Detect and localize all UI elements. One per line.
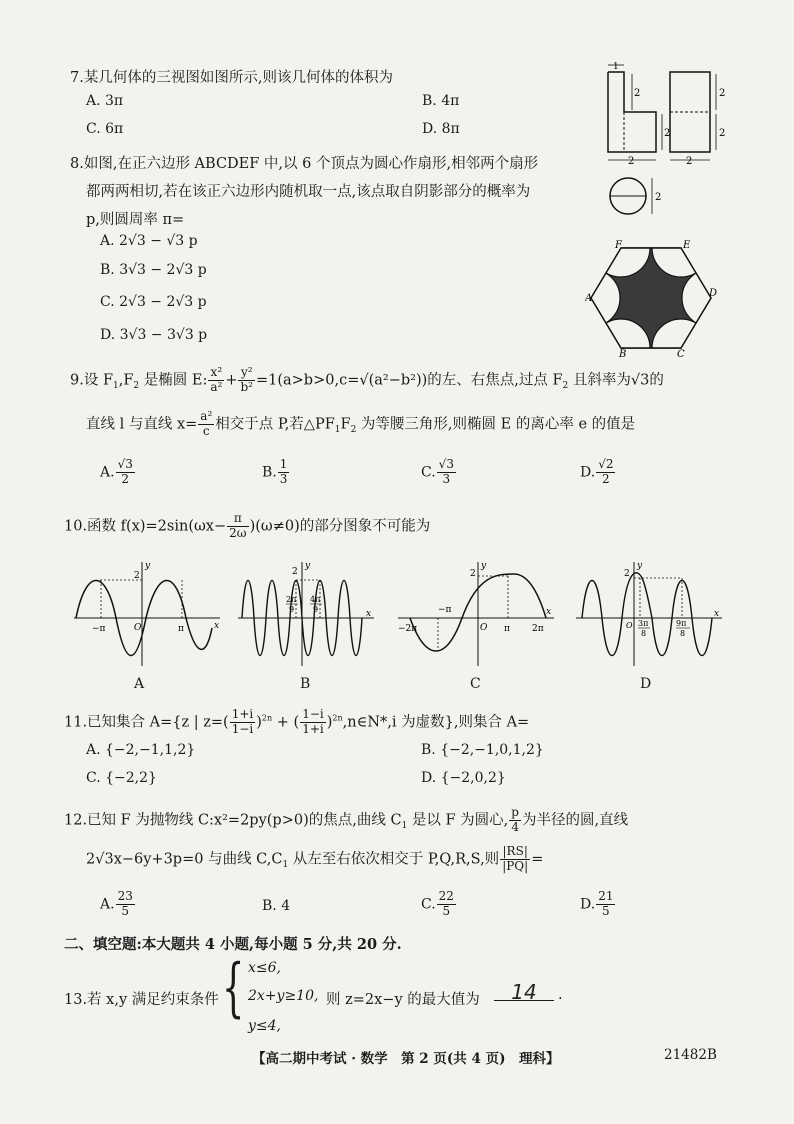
svg-text:8: 8 [680,629,686,638]
q13-prefix: 13.若 x,y 满足约束条件 [64,992,219,1008]
footer-code: 21482B [664,1047,717,1063]
q13-constraint-3: y≤4, [248,1018,281,1034]
q13-constraint-2: 2x+y≥10, [248,988,319,1004]
svg-text:O: O [480,623,488,633]
q8-label-c: C [677,349,685,358]
q13-constraint-1: x≤6, [248,960,281,976]
svg-text:O: O [134,623,142,633]
svg-text:−π: −π [438,605,452,615]
q7-option-c: C. 6π [86,121,124,137]
q9-option-b: B. $\frac{1}{3}$ [262,457,288,486]
svg-text:2: 2 [628,156,635,167]
q8-stem-line2: 都两两相切,若在该正六边形内随机取一点,该点取自阴影部分的概率为 [86,184,531,200]
svg-text:2: 2 [634,88,641,99]
svg-text:2π: 2π [286,595,297,604]
q11-option-d: D. {−2,0,2} [421,770,506,786]
q8-option-b: B. 3√3 − 2√3 p [100,262,207,278]
q8-label-b: B [619,349,627,358]
q7-dim-one: 1 [613,62,619,72]
q7-option-b: B. 4π [422,93,460,109]
svg-text:x: x [714,609,720,619]
svg-text:π: π [178,624,184,634]
q8-label-a: A [585,293,593,304]
q10-caption-b: B [300,676,311,692]
q8-stem-line3: p,则圆周率 π= [86,212,185,228]
svg-text:−π: −π [92,624,106,634]
footer-page-info: 【高二期中考试 · 数学 第 2 页(共 4 页) 理科】 [252,1051,560,1067]
svg-text:9: 9 [313,605,319,614]
svg-text:y: y [637,561,643,571]
q13-brace: { [222,951,245,1025]
section2-title: 二、填空题:本大题共 4 小题,每小题 5 分,共 20 分. [64,936,402,953]
svg-text:y: y [145,561,151,571]
q9-line2: 直线 l 与直线 x= $\frac{\text{a²}}{c}$ 相交于点 P,若$\triangle PF_1F_2$ 为等腰三角形,则椭圆 E 的离心率 e 的值是 [86,409,636,438]
svg-text:2: 2 [686,156,693,167]
svg-text:π: π [504,624,510,634]
q8-hexagon-figure [585,240,720,358]
q9-line1: 9.设 $F_1,F_2$ 是椭圆 E: $\frac{\text{x²}}{\text{a²}}$ + $\frac{\text{y²}}{\text{b²}}$ =1(a>b>0,c=√(a²−b²))的左、右焦点,过点 $F_2$ 且斜率为√3的 [70,365,664,394]
svg-text:4π: 4π [310,595,321,604]
svg-text:2: 2 [719,88,726,99]
svg-text:2: 2 [655,192,662,203]
q13-suffix: 则 z=2x−y 的最大值为 [326,992,480,1008]
q10-graph-d [574,558,724,668]
q11-option-a: A. {−2,−1,1,2} [86,742,196,758]
q7-three-view-figure [598,60,738,220]
q8-option-d: D. 3√3 − 3√3 p [100,327,208,343]
q10-caption-d: D [640,676,652,692]
svg-text:y: y [305,561,311,571]
svg-text:2: 2 [292,567,298,577]
q8-label-e: E [683,240,691,251]
svg-text:x: x [214,621,220,631]
svg-text:x: x [366,609,372,619]
q10-graph-c [396,558,556,668]
q10-stem: 10.函数 f(x)=2sin(ωx− $\frac{\pi}{2\omega}$ )(ω≠0)的部分图象不可能为 [64,511,431,540]
q13-answer-blank[interactable]: 14 . [494,980,563,1003]
q8-stem-line1: 8.如图,在正六边形 ABCDEF 中,以 6 个顶点为圆心作扇形,相邻两个扇形 [70,156,539,172]
svg-text:2: 2 [719,128,726,139]
q12-line1: 12.已知 F 为抛物线 C:x²=2py(p>0)的焦点,曲线 $C_1$ 是以 F 为圆心, $\frac{p}{4}$ 为半径的圆,直线 [64,805,629,834]
q12-line2: 2√3x−6y+3p=0 与曲线 $C,C_1$ 从左至右依次相交于 P,Q,R,S,则 $\frac{|RS|}{|PQ|}$ = [86,844,544,873]
q12-option-b: B. 4 [262,898,291,914]
q10-graph-b [236,558,376,668]
q8-label-f: F [615,240,622,251]
q9-option-a: A. $\frac{√3}{2}$ [100,457,133,486]
svg-text:−2π: −2π [398,624,418,634]
svg-text:8: 8 [641,629,647,638]
q7-stem: 7.某几何体的三视图如图所示,则该几何体的体积为 [70,70,393,86]
svg-text:2: 2 [664,128,671,139]
q12-option-a: A. $\frac{23}{5}$ [100,889,133,918]
svg-text:9π: 9π [676,619,687,628]
q12-option-d: D. $\frac{21}{5}$ [580,889,614,918]
q9-option-c: C. $\frac{√3}{3}$ [421,457,454,486]
q10-caption-a: A [134,676,145,692]
svg-text:2: 2 [624,569,630,579]
q10-graph-a [72,558,222,668]
q8-label-d: D [709,288,718,299]
q11-stem: 11.已知集合 A={z | z=( $\frac{1+i}{1-i}$ )$^{2n}$ + ( $\frac{1-i}{1+i}$ )$^{2n}$,n∈N*,i 为虚数},则集合 A= [64,707,530,736]
svg-text:2π: 2π [532,624,544,634]
q8-option-c: C. 2√3 − 2√3 p [100,294,207,310]
svg-text:y: y [481,561,487,571]
q9-option-d: D. $\frac{√2}{2}$ [580,457,614,486]
svg-text:O: O [626,621,633,630]
q13-answer: 14 [511,980,537,1004]
q8-option-a: A. 2√3 − √3 p [100,233,198,249]
svg-text:2: 2 [470,569,476,579]
svg-text:x: x [546,607,552,617]
svg-text:3π: 3π [638,619,649,628]
q12-option-c: C. $\frac{22}{5}$ [421,889,454,918]
svg-text:2: 2 [134,571,140,581]
q7-option-a: A. 3π [86,93,124,109]
q11-option-c: C. {−2,2} [86,770,157,786]
q10-caption-c: C [470,676,481,692]
q7-option-d: D. 8π [422,121,460,137]
svg-text:9: 9 [289,605,295,614]
q11-option-b: B. {−2,−1,0,1,2} [421,742,544,758]
